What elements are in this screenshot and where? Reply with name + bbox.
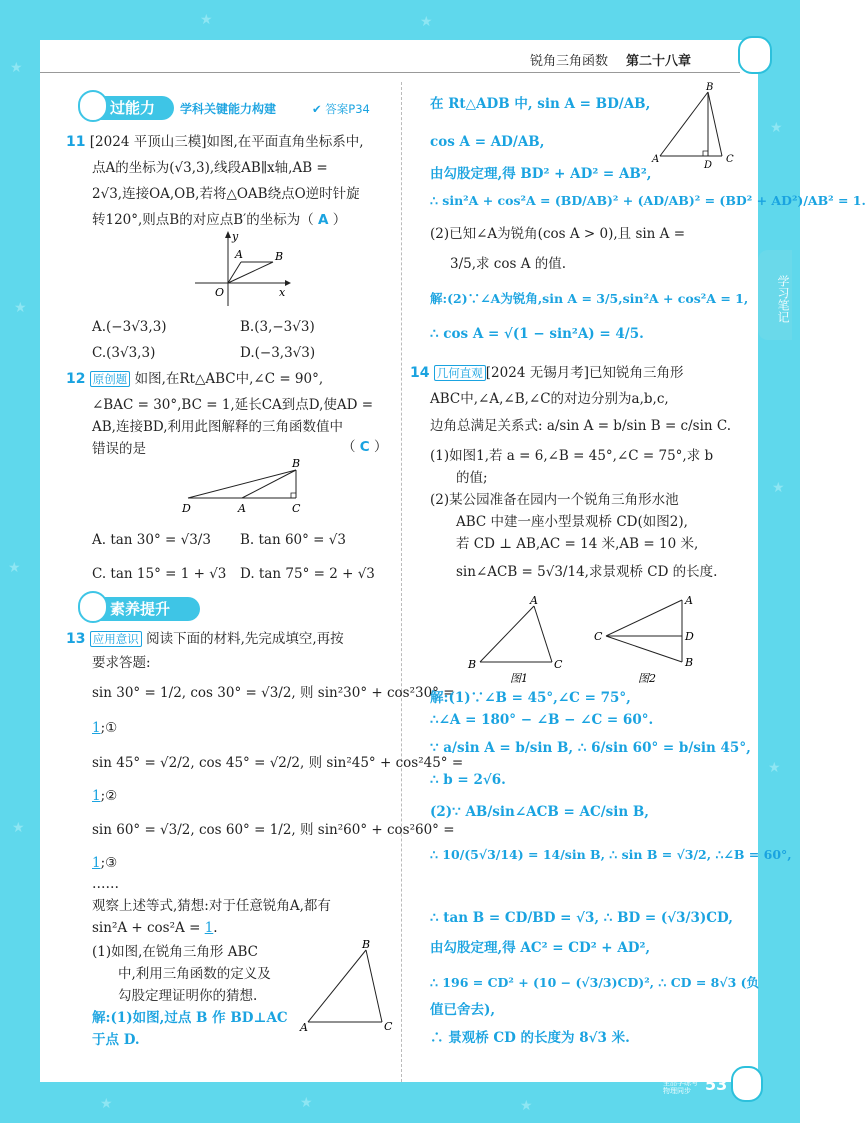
- label-A: A: [685, 594, 693, 607]
- q13-blank3-line: 1;③: [92, 855, 118, 871]
- mascot-icon: [731, 1066, 763, 1102]
- q12-line2: ∠BAC = 30°,BC = 1,延长CA到点D,使AD =: [92, 397, 374, 413]
- q14-part2-line2: ABC 中建一座小型景观桥 CD(如图2),: [456, 514, 688, 530]
- q14-sol-line6: ∴ 10/(5√3/14) = 14/sin B, ∴ sin B = √3/2, ∴∠B = 60°,: [430, 847, 792, 862]
- q14-tag: 几何直观: [434, 365, 486, 381]
- mascot-icon: [78, 591, 108, 623]
- section-banner-suyang: 素养提升: [82, 597, 200, 621]
- q13-dots: ……: [92, 876, 119, 892]
- answer-reference: ✔ 答案P34: [312, 102, 370, 116]
- q14-line2: ABC中,∠A,∠B,∠C的对边分别为a,b,c,: [430, 391, 669, 407]
- q13-line2: 要求答题:: [92, 655, 151, 671]
- q13-guess2: sin²A + cos²A = 1.: [92, 920, 218, 936]
- q13-sol1-line1: 解:(1)如图,过点 B 作 BD⊥AC: [92, 1010, 288, 1026]
- q11-line2: 点A的坐标为(√3,3),线段AB∥x轴,AB =: [92, 160, 328, 176]
- label-C: C: [554, 658, 563, 671]
- q13-figure-2: [650, 82, 740, 171]
- q12-option-b: B. tan 60° = √3: [240, 532, 346, 548]
- segment-AB: [660, 92, 708, 156]
- q13-eq2: sin 45° = √2/2, cos 45° = √2/2, 则 sin²45° + cos²45° =: [92, 755, 464, 771]
- label-B: B: [685, 656, 694, 669]
- q13-sol2-line2: ∴ cos A = √(1 − sin²A) = 4/5.: [430, 326, 644, 342]
- side-tab[interactable]: 学习笔记: [758, 250, 792, 340]
- q14-line1: 14 几何直观 [2024 无锡月考]已知锐角三角形: [410, 365, 684, 381]
- q14-sol-line1: 解:(1)∵∠B = 45°,∠C = 75°,: [430, 690, 631, 706]
- q14-sol-line7: ∴ tan B = CD/BD = √3, ∴ BD = (√3/3)CD,: [430, 910, 733, 926]
- q13-sol-right-2: cos A = AD/AB,: [430, 134, 545, 150]
- q14-part1-line1: (1)如图1,若 a = 6,∠B = 45°,∠C = 75°,求 b: [430, 448, 714, 464]
- q14-sol-line2: ∴∠A = 180° − ∠B − ∠C = 60°.: [430, 712, 654, 728]
- q14-sol-line11: ∴ 景观桥 CD 的长度为 8√3 米.: [430, 1030, 630, 1046]
- label-C: C: [726, 154, 734, 165]
- label-y: y: [232, 230, 239, 243]
- segment-CB: [606, 636, 682, 662]
- right-angle-mark: [291, 493, 296, 498]
- label-O: O: [215, 286, 225, 299]
- q13-blank2: 1: [92, 788, 101, 804]
- q12-line4: 错误的是: [92, 441, 146, 457]
- q13-figure: [300, 938, 400, 1038]
- section-title: 锐角三角函数: [530, 54, 609, 69]
- q12-answer: C: [359, 439, 370, 455]
- q13-part1-line3: 勾股定理证明你的猜想.: [118, 988, 258, 1004]
- q13-part1-line2: 中,利用三角函数的定义及: [118, 966, 271, 982]
- q14-part2-line1: (2)某公园准备在园内一个锐角三角形水池: [430, 492, 679, 508]
- q14-part2-line3: 若 CD ⊥ AB,AC = 14 米,AB = 10 米,: [456, 536, 699, 552]
- q13-eq3: sin 60° = √3/2, cos 60° = 1/2, 则 sin²60° + cos²60° =: [92, 822, 455, 838]
- q11-line3: 2√3,连接OA,OB,若将△OAB绕点O逆时针旋: [92, 186, 360, 202]
- segment-CA: [606, 600, 682, 636]
- label-A: A: [530, 594, 538, 607]
- q13-guess-blank: 1: [204, 920, 214, 936]
- q14-sol-line5: (2)∵ AB/sin∠ACB = AC/sin B,: [430, 804, 649, 820]
- q13-part1-line1: (1)如图,在锐角三角形 ABC: [92, 944, 258, 960]
- q14-sol-line9: ∴ 196 = CD² + (10 − (√3/3)CD)², ∴ CD = 8√3 (负: [430, 975, 760, 990]
- q13-tag: 应用意识: [90, 631, 142, 647]
- q14-sol-line8: 由勾股定理,得 AC² = CD² + AD²,: [430, 940, 651, 956]
- mascot-icon: [738, 36, 772, 74]
- q11-answer: A: [318, 212, 329, 228]
- segment-BA: [480, 606, 534, 662]
- q11-option-b: B.(3,−3√3): [240, 319, 315, 335]
- segment-AC: [534, 606, 552, 662]
- page-number: 53: [705, 1075, 728, 1094]
- q11-line4: 转120°,则点B的对应点B′的坐标为（ A ）: [92, 212, 347, 228]
- q14-line3: 边角总满足关系式: a/sin A = b/sin B = c/sin C.: [430, 418, 732, 434]
- q12-option-c: C. tan 15° = 1 + √3: [92, 566, 227, 582]
- q13-sol-right-1: 在 Rt△ADB 中, sin A = BD/AB,: [430, 96, 651, 112]
- q12-tag: 原创题: [90, 371, 131, 387]
- q13-sol2-line1: 解:(2)∵∠A为锐角,sin A = 3/5,sin²A + cos²A = 1,: [430, 291, 749, 306]
- segment-DB: [188, 470, 296, 498]
- label-D: D: [182, 502, 191, 515]
- q14-part1-line2: 的值;: [456, 470, 488, 486]
- label-D: D: [704, 160, 713, 171]
- q13-blank2-line: 1;②: [92, 788, 118, 804]
- q14-sol-line10: 值已舍去),: [430, 1002, 496, 1018]
- q14-sol-line4: ∴ b = 2√6.: [430, 772, 506, 788]
- label-A: A: [300, 1021, 308, 1034]
- page-header: [530, 50, 691, 69]
- q11-option-d: D.(−3,3√3): [240, 345, 316, 361]
- page: ★ ★ ★ ★ ★ ★ ★ ★ ★ ★ ★ ★ 锐角三角函数 第二十八章 学习笔记 过能力 学科关键能力构建 ✔ 答案P34 11 [2024 平顶山三模]如图,在平面直角坐标系中, 点A的坐标为(√3,3),线段AB∥x轴,AB = 2√3,连接OA,OB,若将△OAB绕点O逆时针旋 转120°,则点B的对应点B′的坐标为（ A ） y x O A B A.(−3√3,3) B.(3,−3√3) C.(3√3,3) D.(−3,3√3) 12 原创题 如图,在Rt△ABC中,∠C = 90°, ∠BAC = 30°,BC = 1,延长CA到点D,使AD = AB,连接BD,利用此图解释的三角函数值中 错误的是 （ C ） D A C B A. tan 30° = √3/3 B. tan 60° = √3 C. tan 15° = 1 + √3 D. tan 75° = 2 + √3 素养提升 13 应用意识 阅读下面的材料,先完成填空,再按 要求答题: sin 30° = 1/2, cos 30° = √3/2, 则 sin²30° + cos²30° = 1;① sin 45° = √2/2, cos 45° = √2/2, 则 sin²45° + cos²45° = 1;② sin 60° = √3/2, cos 60° = 1/2, 则 sin²60° + cos²60° = 1;③ …… 观察上述等式,猜想:对于任意锐角A,都有 sin²A + cos²A = 1. (1)如图,在锐角三角形 ABC 中,利用三角函数的定义及 勾股定理证明你的猜想. 解:(1)如图,过点 B 作 BD⊥AC 于点 D. A B C 在 Rt△ADB 中, sin A = BD/AB, cos A = AD/AB, 由勾股定理,得 BD² + AD² = AB², ∴ sin²A + cos²A = (BD/AB)² + (AD/AB)² = (BD² + AD²)/AB² = 1. A B C D (2)已知∠A为锐角(cos A > 0),且 sin A = 3/5,求 cos A 的值. 解:(2)∵∠A为锐角,sin A = 3/5,sin²A + cos²A = 1, ∴ cos A = √(1 − sin²A) = 4/5. 14 几何直观 [2024 无锡月考]已知锐角三角形 ABC中,∠A,∠B,∠C的对边分别为a,b,c, 边角总满足关系式: a/sin A = b/sin B = c/sin C. (1)如图1,若 a = 6,∠B = 45°,∠C = 75°,求 b 的值; (2)某公园准备在园内一个锐角三角形水池 ABC 中建一座小型景观桥 CD(如图2), 若 CD ⊥ AB,AC = 14 米,AB = 10 米, sin∠ACB = 5√3/14,求景观桥 CD 的长度. B A C 图1 C A D B 图2 解:(1)∵∠B = 45°,∠C = 75°, ∴∠A = 180° − ∠B − ∠C = 60°. ∵ a/sin A = b/sin B, ∴ 6/sin 60° = b/sin 45°, ∴ b = 2√6. (2)∵ AB/sin∠ACB = AC/sin B, ∴ 10/(5√3/14) = 14/sin B, ∴ sin B = √3/2, ∴∠B = 60°, ∴ tan B = CD/BD = √3, ∴ BD = (√3/3)CD, 由勾股定理,得 AC² = CD² + AD², ∴ 196 = CD² + (10 − (√3/3)CD)², ∴ CD = 8√3 (负 值已舍去), ∴ 景观桥 CD 的长度为 8√3 米. 全品学练考 物理同步 53: [0, 0, 800, 1123]
- column-divider: [401, 82, 402, 1082]
- q14-figure2: [592, 592, 702, 686]
- label-B: B: [706, 82, 714, 93]
- label-B: B: [362, 938, 371, 951]
- q13-guess1: 观察上述等式,猜想:对于任意锐角A,都有: [92, 898, 331, 914]
- q13-line1: 13 应用意识 阅读下面的材料,先完成填空,再按: [66, 631, 344, 647]
- q11-line1: 11 [2024 平顶山三模]如图,在平面直角坐标系中,: [66, 134, 364, 150]
- q14-sol-line3: ∵ a/sin A = b/sin B, ∴ 6/sin 60° = b/sin 45°,: [430, 740, 751, 756]
- q12-answer-paren: （ C ）: [342, 439, 388, 455]
- fig1-caption: 图1: [510, 672, 528, 685]
- q11-figure: [185, 228, 295, 308]
- q12-option-d: D. tan 75° = 2 + √3: [240, 566, 375, 582]
- q13-part2-line1: (2)已知∠A为锐角(cos A > 0),且 sin A =: [430, 226, 686, 242]
- x-axis-arrow: [285, 280, 291, 286]
- q13-part2-line2: 3/5,求 cos A 的值.: [450, 256, 567, 272]
- section-subtitle: 学科关键能力构建: [180, 102, 277, 116]
- segment-AB: [242, 470, 296, 498]
- segment-BC: [366, 950, 382, 1022]
- mascot-icon: [78, 90, 108, 122]
- chapter-title: 第二十八章: [626, 54, 692, 69]
- q13-sol-right-3: 由勾股定理,得 BD² + AD² = AB²,: [430, 166, 652, 182]
- q13-blank3: 1: [92, 855, 101, 871]
- right-angle-mark: [703, 151, 708, 156]
- segment-BC: [708, 92, 722, 156]
- label-B: B: [275, 250, 284, 263]
- q11-option-c: C.(3√3,3): [92, 345, 156, 361]
- footer-brand: 全品学练考 物理同步: [663, 1079, 698, 1095]
- label-B: B: [468, 658, 477, 671]
- label-C: C: [594, 630, 603, 643]
- q12-figure: [180, 456, 310, 516]
- q12-line1: 12 原创题 如图,在Rt△ABC中,∠C = 90°,: [66, 371, 324, 387]
- q14-figure1: [466, 592, 576, 686]
- header-rule: [40, 72, 740, 73]
- q11-option-a: A.(−3√3,3): [92, 319, 167, 335]
- y-axis-arrow: [225, 231, 231, 238]
- fig2-caption: 图2: [638, 672, 656, 685]
- q13-sol1-line2: 于点 D.: [92, 1032, 140, 1048]
- label-C: C: [384, 1020, 393, 1033]
- q13-eq1: sin 30° = 1/2, cos 30° = √3/2, 则 sin²30° + cos²30° =: [92, 685, 455, 701]
- q13-blank1-line: 1;①: [92, 720, 118, 736]
- q12-option-a: A. tan 30° = √3/3: [92, 532, 211, 548]
- label-A: A: [652, 154, 660, 165]
- section-banner-guonengli: 过能力: [82, 96, 174, 120]
- label-B: B: [292, 457, 301, 470]
- label-C: C: [292, 502, 301, 515]
- label-x: x: [279, 286, 286, 299]
- segment-AB: [308, 950, 366, 1022]
- q12-line3: AB,连接BD,利用此图解释的三角函数值中: [92, 419, 344, 435]
- label-A: A: [238, 502, 246, 515]
- q13-blank1: 1: [92, 720, 101, 736]
- q13-sol-right-4: ∴ sin²A + cos²A = (BD/AB)² + (AD/AB)² = (BD² + AD²)/AB² = 1.: [430, 193, 866, 208]
- label-D: D: [685, 630, 694, 643]
- q14-part2-line4: sin∠ACB = 5√3/14,求景观桥 CD 的长度.: [456, 564, 718, 580]
- check-icon: ✔: [312, 102, 326, 116]
- label-A: A: [235, 248, 243, 261]
